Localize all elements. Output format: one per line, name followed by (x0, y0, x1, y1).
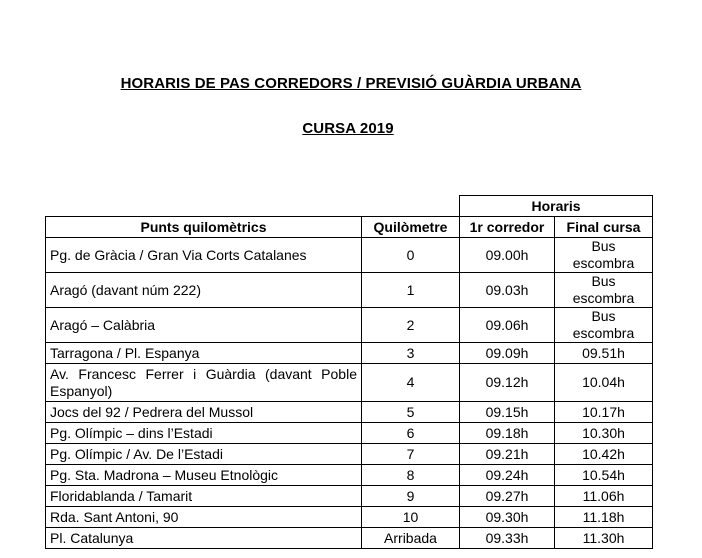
table-row (46, 308, 653, 343)
table-row (46, 238, 653, 273)
cell-first-runner: 09.00h (460, 238, 555, 273)
cell-point: Jocs del 92 / Pedrera del Mussol (46, 402, 362, 423)
table-row (46, 364, 653, 402)
column-header-first-runner: 1r corredor (460, 217, 555, 238)
table-row (46, 343, 653, 364)
cell-final: 10.30h (555, 423, 653, 444)
cell-point: Tarragona / Pl. Espanya (46, 343, 362, 364)
cell-first-runner: 09.03h (460, 273, 555, 308)
column-header-point: Punts quilomètrics (46, 217, 362, 238)
cell-km: 8 (362, 465, 460, 486)
cell-final: Bus escombra (555, 308, 653, 343)
page-title: HORARIS DE PAS CORREDORS / PREVISIÓ GUÀRDIA URBANA (120, 75, 582, 92)
cell-point: Aragó (davant núm 222) (46, 273, 362, 308)
cell-km: 10 (362, 507, 460, 528)
cell-km: 0 (362, 238, 460, 273)
table-row (46, 528, 653, 549)
table-row (46, 486, 653, 507)
table-row (46, 507, 653, 528)
cell-final: 11.30h (555, 528, 653, 549)
cell-point: Pg. Sta. Madrona – Museu Etnològic (46, 465, 362, 486)
cell-km: 6 (362, 423, 460, 444)
page-subtitle: CURSA 2019 (302, 120, 394, 137)
cell-point: Pg. de Gràcia / Gran Via Corts Catalanes (46, 238, 362, 273)
cell-first-runner: 09.06h (460, 308, 555, 343)
cell-first-runner: 09.18h (460, 423, 555, 444)
cell-point: Rda. Sant Antoni, 90 (46, 507, 362, 528)
column-header-row (46, 217, 653, 238)
blank-header-cell (362, 196, 460, 217)
cell-km: 7 (362, 444, 460, 465)
cell-point: Floridablanda / Tamarit (46, 486, 362, 507)
cell-km: 4 (362, 364, 460, 402)
blank-header-cell (46, 196, 362, 217)
cell-final: Bus escombra (555, 273, 653, 308)
cell-first-runner: 09.30h (460, 507, 555, 528)
cell-point: Pg. Olímpic / Av. De l’Estadi (46, 444, 362, 465)
horaris-header: Horaris (460, 196, 653, 217)
cell-final: 09.51h (555, 343, 653, 364)
cell-km: Arribada (362, 528, 460, 549)
cell-first-runner: 09.33h (460, 528, 555, 549)
cell-km: 9 (362, 486, 460, 507)
cell-final: 11.06h (555, 486, 653, 507)
cell-final: 11.18h (555, 507, 653, 528)
table-row (46, 465, 653, 486)
cell-first-runner: 09.12h (460, 364, 555, 402)
cell-first-runner: 09.27h (460, 486, 555, 507)
cell-final: 10.42h (555, 444, 653, 465)
cell-final: 10.17h (555, 402, 653, 423)
cell-first-runner: 09.24h (460, 465, 555, 486)
cell-point: Pl. Catalunya (46, 528, 362, 549)
cell-km: 1 (362, 273, 460, 308)
cell-final: 10.54h (555, 465, 653, 486)
cell-km: 5 (362, 402, 460, 423)
cell-point: Aragó – Calàbria (46, 308, 362, 343)
table-row (46, 423, 653, 444)
cell-first-runner: 09.15h (460, 402, 555, 423)
table-row (46, 402, 653, 423)
cell-km: 2 (362, 308, 460, 343)
cell-point: Pg. Olímpic – dins l’Estadi (46, 423, 362, 444)
cell-first-runner: 09.21h (460, 444, 555, 465)
column-header-final: Final cursa (555, 217, 653, 238)
cell-final: Bus escombra (555, 238, 653, 273)
group-header-row (46, 196, 653, 217)
column-header-km: Quilòmetre (362, 217, 460, 238)
cell-first-runner: 09.09h (460, 343, 555, 364)
schedule-table (45, 195, 653, 549)
table-row (46, 273, 653, 308)
cell-point: Av. Francesc Ferrer i Guàrdia (davant Poble Espanyol) (46, 364, 362, 402)
cell-km: 3 (362, 343, 460, 364)
table-row (46, 444, 653, 465)
cell-final: 10.04h (555, 364, 653, 402)
